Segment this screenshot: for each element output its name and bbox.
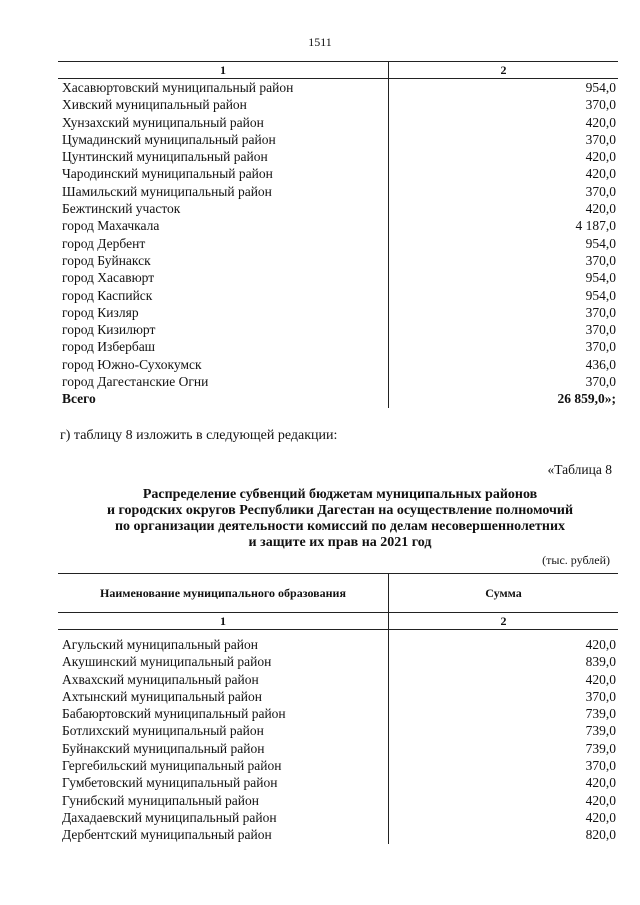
table-row <box>58 722 618 739</box>
table-label: «Таблица 8 <box>547 462 612 477</box>
table-row <box>58 705 618 722</box>
subvention-amount: 839,0 <box>389 653 619 670</box>
subvention-amount: 420,0 <box>389 809 619 826</box>
column-number-1: 1 <box>58 613 389 630</box>
column-number-row <box>58 613 618 630</box>
column-number-row <box>58 62 618 79</box>
table-row <box>58 636 618 653</box>
subvention-amount: 370,0 <box>389 688 619 705</box>
instruction-text: г) таблицу 8 изложить в следующей редакции: <box>60 428 338 443</box>
total-row <box>58 390 618 407</box>
subvention-amount: 739,0 <box>389 705 619 722</box>
municipality-name: город Дербент <box>62 235 146 251</box>
subvention-amount: 820,0 <box>389 826 619 843</box>
municipality-name: Акушинский муниципальный район <box>62 654 272 670</box>
table-row <box>58 688 618 705</box>
subvention-amount: 420,0 <box>389 114 619 131</box>
municipality-name: Чародинский муниципальный район <box>62 166 273 182</box>
table-row <box>58 114 618 131</box>
municipality-name: город Избербаш <box>62 339 156 355</box>
table-row <box>58 148 618 165</box>
table-row <box>58 338 618 355</box>
table-row <box>58 200 618 217</box>
municipality-name: Бабаюртовский муниципальный район <box>62 706 286 722</box>
subvention-amount: 370,0 <box>389 131 619 148</box>
municipality-name: Хасавюртовский муниципальный район <box>62 80 294 95</box>
municipality-name: Хивский муниципальный район <box>62 97 247 113</box>
table-row <box>58 653 618 670</box>
title-line: и городских округов Республики Дагестан на осуществление полномочий <box>106 503 574 518</box>
table-row <box>58 809 618 826</box>
municipality-name: город Дагестанские Огни <box>62 374 209 390</box>
subvention-amount: 436,0 <box>389 356 619 373</box>
subvention-amount: 954,0 <box>389 235 619 252</box>
subvention-amount: 370,0 <box>389 252 619 269</box>
table-row <box>58 183 618 200</box>
table-row <box>58 131 618 148</box>
table-row <box>58 671 618 688</box>
table-row <box>58 826 618 843</box>
subvention-amount: 420,0 <box>389 200 619 217</box>
subvention-amount: 370,0 <box>389 321 619 338</box>
total-amount: 26 859,0»; <box>389 390 619 407</box>
municipality-name: город Каспийск <box>62 287 153 303</box>
subvention-amount: 954,0 <box>389 269 619 286</box>
table-row <box>58 792 618 809</box>
municipality-name: город Буйнакск <box>62 252 151 268</box>
subvention-amount: 420,0 <box>389 774 619 791</box>
table-row <box>58 287 618 304</box>
table-row <box>58 774 618 791</box>
municipality-name: Буйнакский муниципальный район <box>62 740 265 756</box>
subvention-amount: 370,0 <box>389 183 619 200</box>
municipality-name: Ахтынский муниципальный район <box>62 688 262 704</box>
subvention-amount: 370,0 <box>389 757 619 774</box>
municipality-name: Ботлихский муниципальный район <box>62 723 264 739</box>
table-row <box>58 269 618 286</box>
column-number-1: 1 <box>58 62 389 79</box>
municipality-name: Цумадинский муниципальный район <box>62 131 276 147</box>
table-row <box>58 304 618 321</box>
municipality-name: город Южно-Сухокумск <box>62 356 202 372</box>
municipality-name: Гунибский муниципальный район <box>62 792 259 808</box>
total-label: Всего <box>62 391 96 407</box>
municipality-name: Дербентский муниципальный район <box>62 827 272 843</box>
subvention-amount: 370,0 <box>389 373 619 390</box>
municipality-name: Шамильский муниципальный район <box>62 183 272 199</box>
municipality-name: Агульский муниципальный район <box>62 637 258 652</box>
subvention-amount: 954,0 <box>389 287 619 304</box>
subvention-table-continued <box>58 61 618 408</box>
subvention-amount: 739,0 <box>389 740 619 757</box>
header-municipality: Наименование муниципального образования <box>58 574 389 613</box>
subvention-amount: 4 187,0 <box>389 217 619 234</box>
table-row <box>58 96 618 113</box>
title-line: по организации деятельности комиссий по делам несовершеннолетних <box>114 519 566 534</box>
subvention-amount: 420,0 <box>389 792 619 809</box>
municipality-name: город Махачкала <box>62 218 160 234</box>
header-row <box>58 574 618 613</box>
column-number-2: 2 <box>389 613 619 630</box>
table-row <box>58 740 618 757</box>
table-row <box>58 217 618 234</box>
table-row <box>58 356 618 373</box>
units-note: (тыс. рублей) <box>542 553 610 567</box>
table-row <box>58 252 618 269</box>
title-line: и защите их прав на 2021 год <box>248 535 432 550</box>
subvention-amount: 370,0 <box>389 96 619 113</box>
table-title <box>60 487 620 551</box>
municipality-name: город Кизляр <box>62 304 139 320</box>
title-line: Распределение субвенций бюджетам муниципальных районов <box>142 487 538 502</box>
table-row <box>58 321 618 338</box>
subvention-amount: 420,0 <box>389 671 619 688</box>
subvention-amount: 739,0 <box>389 722 619 739</box>
municipality-name: город Кизилюрт <box>62 322 156 338</box>
subvention-amount: 370,0 <box>389 304 619 321</box>
municipality-name: Гергебильский муниципальный район <box>62 758 282 774</box>
subvention-amount: 370,0 <box>389 338 619 355</box>
subvention-table-8 <box>58 573 618 844</box>
subvention-amount: 420,0 <box>389 636 619 653</box>
municipality-name: Хунзахский муниципальный район <box>62 114 264 130</box>
subvention-amount: 420,0 <box>389 148 619 165</box>
column-number-2: 2 <box>389 62 619 79</box>
header-sum: Сумма <box>389 574 619 613</box>
municipality-name: Бежтинский участок <box>62 201 181 217</box>
subvention-amount: 420,0 <box>389 165 619 182</box>
municipality-name: город Хасавюрт <box>62 270 155 286</box>
table-row <box>58 235 618 252</box>
page-number: 1511 <box>308 35 332 49</box>
municipality-name: Дахадаевский муниципальный район <box>62 809 277 825</box>
table-row <box>58 165 618 182</box>
table-row <box>58 373 618 390</box>
municipality-name: Ахвахский муниципальный район <box>62 671 259 687</box>
table-row <box>58 757 618 774</box>
table-row <box>58 79 618 97</box>
municipality-name: Гумбетовский муниципальный район <box>62 775 278 791</box>
subvention-amount: 954,0 <box>389 79 619 97</box>
municipality-name: Цунтинский муниципальный район <box>62 149 268 165</box>
